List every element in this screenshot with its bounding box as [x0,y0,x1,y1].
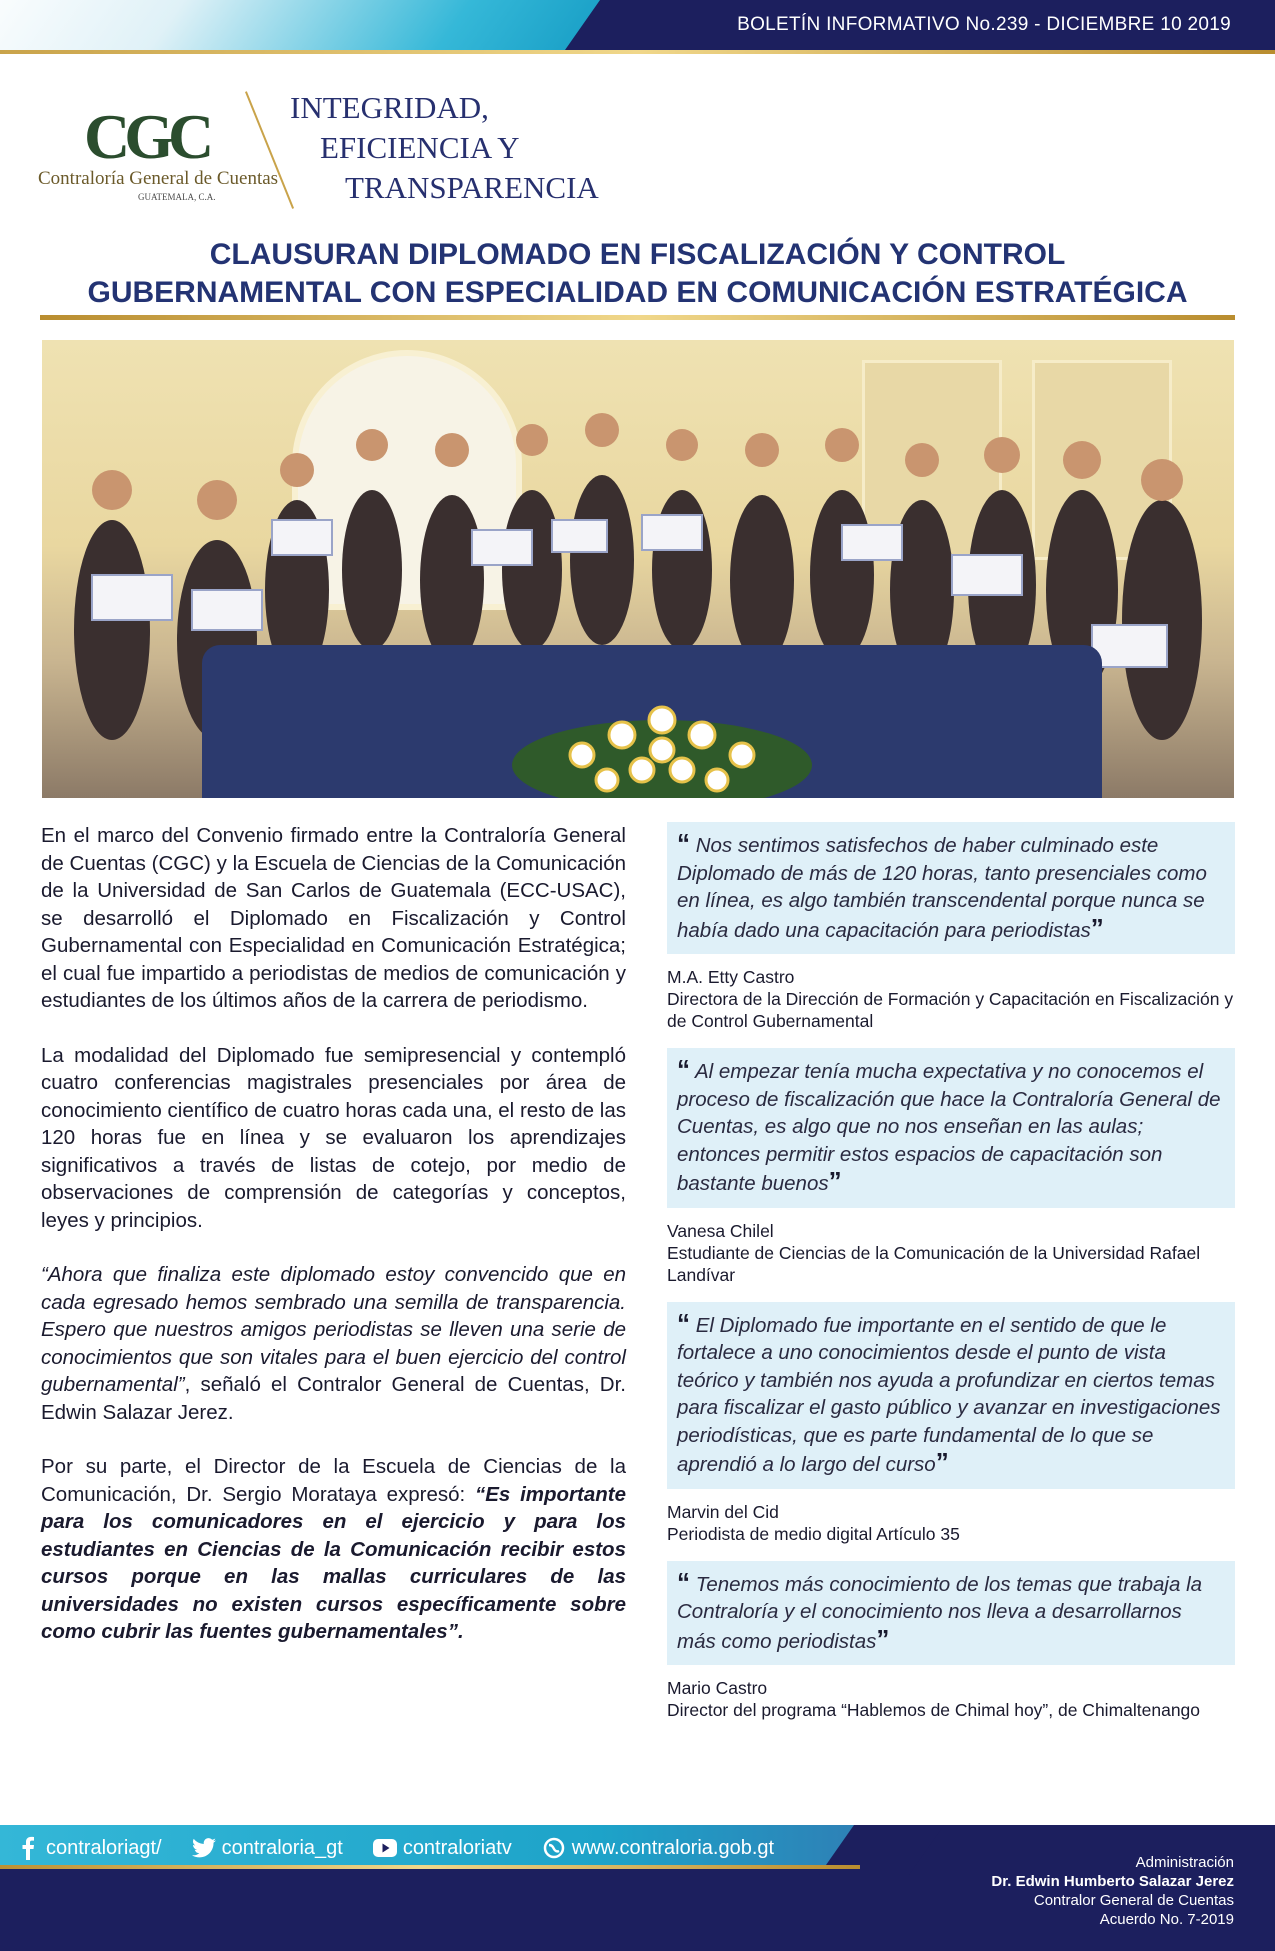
testimonial-text: Tenemos más conocimiento de los temas que trabaja la Contraloría y el conocimiento nos lleva a desarrollarnos más como periodistas [677,1572,1203,1653]
twitter-icon [192,1836,216,1860]
photo-flowers [512,675,812,798]
youtube-handle: contraloriatv [402,1836,512,1859]
article-body [41,822,626,1673]
testimonial-attribution [667,1489,1235,1561]
admin-label: Administración [1135,1854,1234,1871]
open-quote-mark: “ [677,1307,690,1338]
motto [290,88,599,208]
open-quote-mark: “ [677,1566,690,1597]
motto-line: INTEGRIDAD, [290,90,489,125]
youtube-icon [373,1836,397,1860]
headline-gold-rule [40,315,1235,320]
logo-monogram: CGC [84,101,209,172]
testimonial-role: Directora de la Dirección de Formación y Capacitación en Fiscalización y de Control Gubernamental [667,989,1234,1031]
website-url: www.contraloria.gob.gt [571,1836,775,1859]
footer-gold-rule [0,1865,860,1869]
header-accent [0,0,600,50]
close-quote-mark: ” [1090,912,1104,943]
testimonial-text: Al empezar tenía mucha expectativa y no conocemos el proceso de fiscalización que hace la Contraloría General de Cuentas, es algo que no nos enseñan en las aulas; entonces permitir estos espacios de capacitación son bastante buenos [677,1060,1221,1195]
cgc-logo [38,100,298,210]
headline-line: CLAUSURAN DIPLOMADO EN FISCALIZACIÓN Y CONTROL [209,238,1066,271]
testimonial-text: El Diplomado fue importante en el sentido de que le fortalece a uno conocimientos desde el punto de vista teórico y también nos ayuda a profundizar en ciertos temas para fiscalizar el gasto público y avanzar en investigaciones periodísticas, que es parte fundamental de lo que se aprendió a lo largo del curso [677,1313,1221,1476]
testimonials [667,822,1235,1737]
director-intro: Por su parte, el Director de la Escuela de Ciencias de la Comunicación, Dr. Sergio Morataya expresó: [41,1455,626,1506]
logo-place: GUATEMALA, C.A. [138,192,216,202]
bulletin-number: BOLETÍN INFORMATIVO No.239 - DICIEMBRE 10 2019 [737,14,1231,35]
article-paragraph: En el marco del Convenio firmado entre la Contraloría General de Cuentas (CGC) y la Escuela de Ciencias de la Comunicación de la Universidad de San Carlos de Guatemala (ECC-USAC), se desarrolló el Diplomado en Fiscalización y Control Gubernamental con Especialidad en Comunicación Estratégica; el cual fue impartido a periodistas de medios de comunicación y estudiantes de los últimos años de la carrera de periodismo. [41,824,626,1012]
testimonial-quote [667,1561,1235,1666]
testimonial-role: Estudiante de Ciencias de la Comunicación de la Universidad Rafael Landívar [667,1242,1201,1285]
testimonial-name: Marvin del Cid [667,1501,779,1522]
article-paragraph [41,1453,626,1646]
open-quote-mark: “ [677,828,690,858]
twitter-link[interactable] [192,1836,343,1860]
website-link[interactable] [542,1836,774,1860]
contralor-attribution: , señaló el Contralor General de Cuentas, Dr. Edwin Salazar Jerez. [41,1373,626,1424]
admin-role: Contralor General de Cuentas [1033,1892,1234,1909]
testimonial-attribution [667,954,1235,1048]
testimonial-attribution [667,1665,1235,1737]
group-photo [42,340,1234,798]
testimonial-role: Director del programa “Hablemos de Chimal hoy”, de Chimaltenango [667,1700,1201,1720]
motto-line: TRANSPARENCIA [345,170,599,205]
motto-line: EFICIENCIA Y [320,130,520,165]
social-links [16,1833,774,1863]
header-band [0,0,1275,50]
facebook-icon [16,1836,40,1860]
testimonial-name: Vanesa Chilel [667,1220,774,1241]
director-quote: “Es importante para los comunicadores en el ejercicio y para los estudiantes en Ciencias de la Comunicación recibir estos cursos porque en las mallas curriculares de las universidades no existen cursos específicamente sobre como cubrir las fuentes gubernamentales”. [41,1482,626,1643]
logo-name: Contraloría General de Cuentas [38,168,279,189]
facebook-link[interactable] [16,1836,162,1860]
youtube-link[interactable] [373,1836,512,1860]
close-quote-mark: ” [935,1447,949,1477]
administration-block [991,1853,1234,1929]
testimonial-text: Nos sentimos satisfechos de haber culminado este Diplomado de más de 120 horas, tanto presenciales como en línea, es algo también transcendental porque nunca se había dado una capacitación para periodistas [677,834,1207,942]
testimonial-name: M.A. Etty Castro [667,967,795,987]
close-quote-mark: ” [876,1623,890,1654]
admin-decree: Acuerdo No. 7-2019 [1099,1911,1234,1928]
article-paragraph: La modalidad del Diplomado fue semipresencial y contempló cuatro conferencias magistrales presenciales por área de conocimiento científico de cuatro horas cada una, el resto de las 120 horas fue en línea y se evaluaron los aprendizajes significativos a través de listas de cotejo, por medio de observaciones de comprensión de categorías y conceptos, leyes y principios. [41,1043,626,1232]
article-paragraph [41,1261,626,1426]
open-quote-mark: “ [677,1054,690,1084]
admin-name: Dr. Edwin Humberto Salazar Jerez [991,1873,1234,1890]
testimonial-quote [667,1048,1235,1208]
headline-line: GUBERNAMENTAL CON ESPECIALIDAD EN COMUNICACIÓN ESTRATÉGICA [87,276,1188,309]
globe-icon [542,1836,566,1860]
close-quote-mark: ” [828,1166,842,1196]
testimonial-attribution [667,1208,1235,1302]
testimonial-quote [667,1302,1235,1489]
contralor-quote: “Ahora que finaliza este diplomado estoy convencido que en cada egresado hemos sembrado una semilla de transparencia. Espero que nuestros amigos periodistas se lleven una serie de conocimientos que son vitales para el buen ejercicio del control gubernamental” [41,1263,626,1396]
facebook-handle: contraloriagt/ [46,1836,162,1859]
header-gold-rule [0,50,1275,54]
testimonial-quote [667,822,1235,954]
testimonial-role: Periodista de medio digital Artículo 35 [667,1523,960,1544]
twitter-handle: contraloria_gt [221,1836,343,1859]
testimonial-name: Mario Castro [667,1678,768,1698]
headline [40,236,1235,312]
